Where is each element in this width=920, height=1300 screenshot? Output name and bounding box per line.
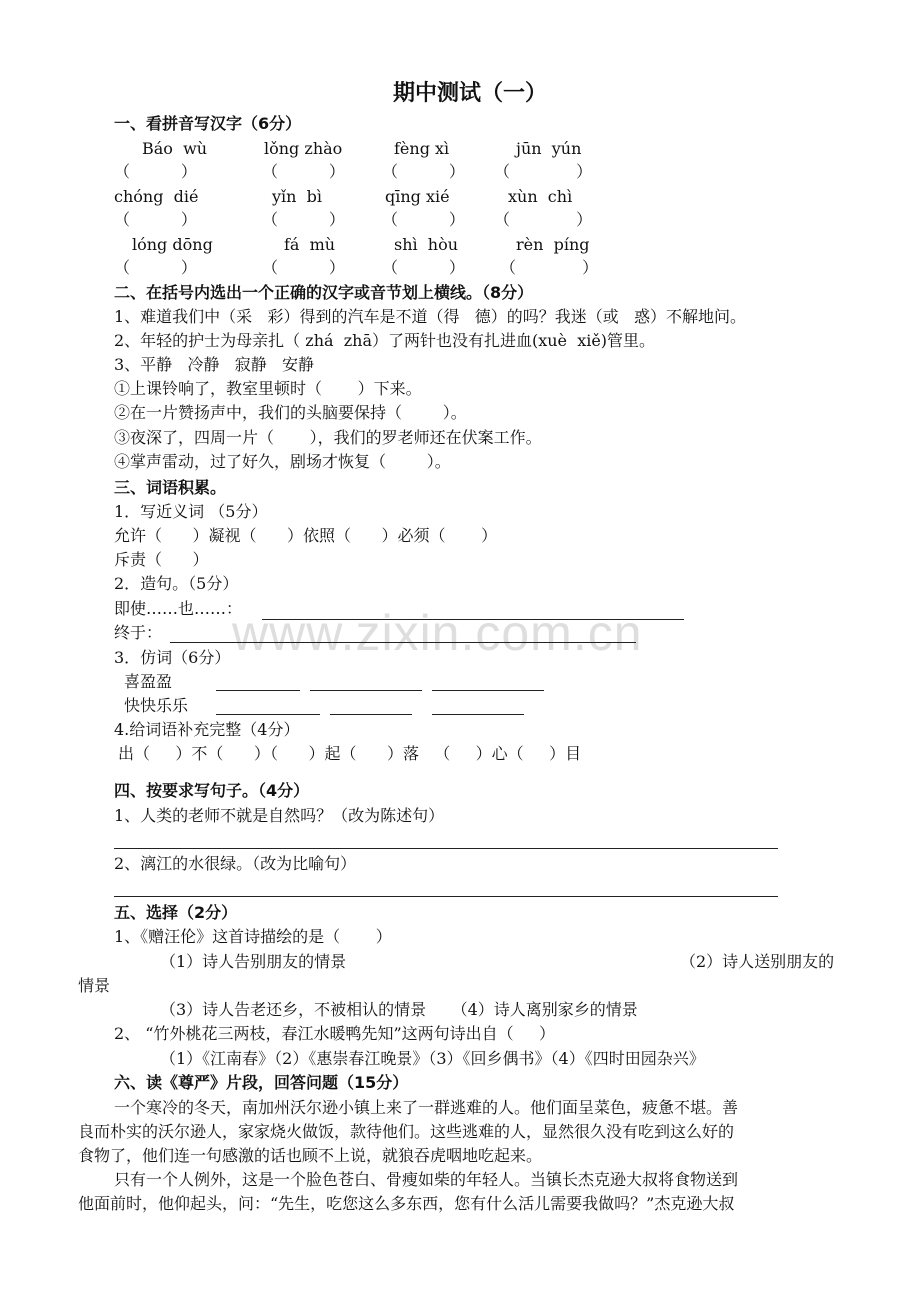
answer-line[interactable] [170, 642, 636, 643]
section-6-heading: 六、读《尊严》片段，回答问题（15分） [114, 1073, 409, 1092]
s3-synonyms-1: 允许（ ）凝视（ ）依照（ ）必须（ ） [114, 526, 498, 545]
pinyin-2-3: qīng xié [385, 187, 450, 206]
blank-3-4[interactable]: （ ） [500, 258, 599, 277]
answer-line[interactable] [330, 714, 412, 715]
s3-synonyms-2: 斥责（ ） [114, 550, 209, 569]
passage-line-5: 他面前时，他仰起头，问：“先生，吃您这么多东西，您有什么活儿需要我做吗？”杰克逊大叔 [78, 1194, 735, 1213]
passage-line-4: 只有一个人例外，这是一个脸色苍白、骨瘦如柴的年轻人。当镇长杰克逊大叔将食物送到 [114, 1170, 739, 1189]
pinyin-2-4: xùn chì [508, 187, 573, 206]
blank-3-3[interactable]: （ ） [382, 258, 465, 277]
answer-line[interactable] [114, 848, 778, 849]
s2-question-3: ③夜深了，四周一片（ ），我们的罗老师还在伏案工作。 [114, 428, 542, 447]
section-2-heading: 二、在括号内选出一个正确的汉字或音节划上横线。（8分） [114, 283, 534, 302]
blank-1-2[interactable]: （ ） [262, 162, 345, 181]
s3-sub-3: 3．仿词（6分） [114, 648, 231, 667]
s3-sentence-1-label: 即使……也……： [114, 599, 243, 618]
s2-question-2: ②在一片赞扬声中，我们的头脑要保持（ ）。 [114, 403, 467, 422]
blank-1-1[interactable]: （ ） [114, 162, 197, 181]
passage-line-3: 食物了，他们连一句感激的话也顾不上说，就狼吞虎咽地吃起来。 [78, 1146, 543, 1165]
passage-line-1: 一个寒冷的冬天，南加州沃尔逊小镇上来了一群逃难的人。他们面呈菜色，疲惫不堪。善 [114, 1098, 739, 1117]
s4-question-2: 2、漓江的水很绿。（改为比喻句） [114, 854, 357, 873]
blank-2-2[interactable]: （ ） [262, 210, 345, 229]
s5-question-1: 1、《赠汪伦》这首诗描绘的是（ ） [114, 927, 392, 946]
s3-sub-4: 4.给词语补充完整（4分） [114, 720, 300, 739]
section-4-heading: 四、按要求写句子。（4分） [114, 781, 310, 800]
s5-option-2-continued: 情景 [78, 976, 111, 995]
s3-word-2: 快快乐乐 [124, 696, 189, 715]
s5-option-3-4: （3）诗人告老还乡，不被相认的情景 （4）诗人离别家乡的情景 [160, 1000, 638, 1019]
answer-line[interactable] [262, 619, 684, 620]
s3-sub-2: 2．造句。（5分） [114, 574, 239, 593]
s2-question-1: ①上课铃响了，教室里顿时（ ）下来。 [114, 379, 422, 398]
s2-line-3: 3、平静 冷静 寂静 安静 [114, 355, 314, 374]
answer-line[interactable] [216, 714, 320, 715]
answer-line[interactable] [432, 714, 524, 715]
s4-question-1: 1、人类的老师不就是自然吗？（改为陈述句） [114, 806, 445, 825]
s5-option-1: （1）诗人告别朋友的情景 [160, 952, 347, 971]
passage-line-2: 良而朴实的沃尔逊人，家家烧火做饭，款待他们。这些逃难的人，显然很久没有吃到这么好的 [78, 1122, 735, 1141]
s3-sentence-2-label: 终于： [114, 623, 163, 642]
pinyin-2-1: chóng dié [114, 187, 199, 206]
pinyin-1-3: fèng xì [394, 139, 450, 158]
s2-line-2: 2、年轻的护士为母亲扎（ zhá zhā）了两针也没有扎进血(xuè xiě)管里。 [114, 331, 656, 350]
pinyin-2-2: yǐn bì [272, 187, 322, 206]
pinyin-1-2: lǒng zhào [264, 139, 343, 158]
blank-2-1[interactable]: （ ） [114, 210, 197, 229]
s3-fill-line: 出（ ）不（ ）（ ）起（ ）落 （ ）心（ ）目 [118, 744, 582, 763]
pinyin-3-3: shì hòu [394, 235, 459, 254]
s3-sub-1: 1．写近义词 （5分） [114, 502, 268, 521]
s5-options-2: （1）《江南春》（2）《惠崇春江晚景》（3）《回乡偶书》（4）《四时田园杂兴》 [160, 1049, 705, 1068]
answer-line[interactable] [114, 896, 778, 897]
answer-line[interactable] [216, 690, 300, 691]
s3-word-1: 喜盈盈 [124, 672, 173, 691]
section-1-heading: 一、看拼音写汉字（6分） [114, 114, 302, 133]
answer-line[interactable] [432, 690, 544, 691]
blank-2-3[interactable]: （ ） [382, 210, 465, 229]
pinyin-3-1: lóng dōng [132, 235, 213, 254]
blank-1-3[interactable]: （ ） [382, 162, 465, 181]
s5-question-2: 2、 “竹外桃花三两枝，春江水暖鸭先知”这两句诗出自（ ） [114, 1024, 556, 1043]
pinyin-1-4: jūn yún [516, 139, 582, 158]
blank-3-2[interactable]: （ ） [262, 258, 345, 277]
blank-2-4[interactable]: （ ） [494, 210, 593, 229]
s5-option-2: （2）诗人送别朋友的 [680, 952, 835, 971]
section-3-heading: 三、词语积累。 [114, 478, 227, 497]
section-5-heading: 五、选择（2分） [114, 903, 238, 922]
pinyin-1-1: Báo wù [142, 139, 208, 158]
blank-3-1[interactable]: （ ） [114, 258, 197, 277]
pinyin-3-4: rèn píng [516, 235, 590, 254]
page-title: 期中测试（一） [393, 81, 548, 106]
s2-line-1: 1、难道我们中（采 彩）得到的汽车是不道（得 德）的吗？我迷（或 惑）不解地问。 [114, 307, 746, 326]
watermark: www.zixin.com.cn [232, 605, 643, 661]
pinyin-3-2: fá mù [284, 235, 336, 254]
s2-question-4: ④掌声雷动，过了好久，剧场才恢复（ ）。 [114, 452, 451, 471]
answer-line[interactable] [310, 690, 422, 691]
blank-1-4[interactable]: （ ） [494, 162, 593, 181]
